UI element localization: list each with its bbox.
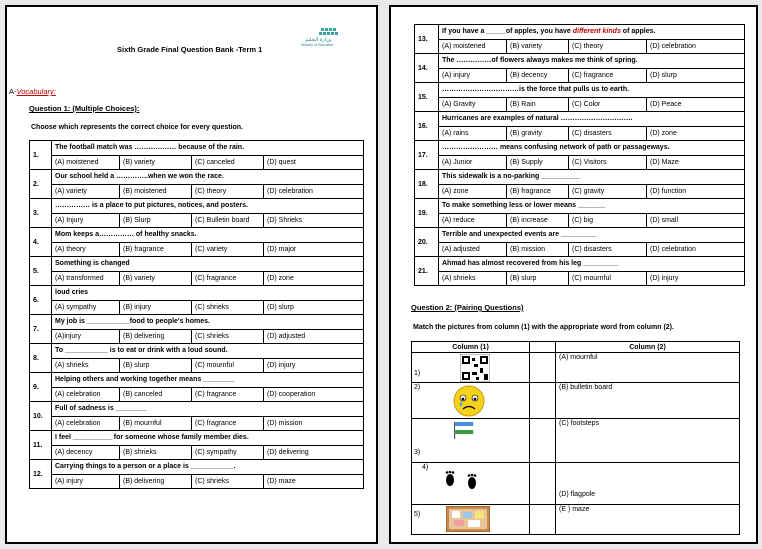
answer-option[interactable]: (C) theory [192,184,264,199]
answer-option[interactable]: (B) variety [120,271,192,286]
logo-text: وزارة التعليم [305,37,331,43]
question-row [30,431,364,446]
question-text: My job is ___________food to people's homes. [52,315,364,330]
match-row-num: 4) [422,464,429,471]
answer-option[interactable]: (D) Shrieks [264,213,364,228]
question-number: 11. [30,431,52,460]
answer-option[interactable]: (C) Color [569,97,647,112]
answer-option[interactable]: (B) fragrance [120,242,192,257]
sad-face-icon [452,385,486,417]
question-text: Full of sadness is ________ [52,402,364,417]
match-row-4-picture-cell [412,463,530,505]
answer-option[interactable]: (B) slurp [120,358,192,373]
question-row [415,170,745,185]
question-number: 2. [30,170,52,199]
answer-option[interactable]: (C) sympathy [192,445,264,460]
options-row [415,39,745,54]
answer-option[interactable]: (B) Rain [507,97,569,112]
question-row [415,54,745,69]
question-row [415,83,745,98]
question-row [30,170,364,185]
answer-option[interactable]: (B) fragrance [507,184,569,199]
answer-option[interactable]: (C) shrieks [192,474,264,489]
match-row-num: 1) [414,370,421,377]
match-row-4-word-cell [556,463,740,505]
answer-option[interactable]: (C) disasters [569,126,647,141]
match-row-2-word: (B) bulletin board [556,383,740,419]
question-text: Something is changed [52,257,364,272]
options-row [30,387,364,402]
answer-option[interactable]: (D) delivering [264,445,364,460]
question-text: To make something less or lower means _______ [439,199,745,214]
question-text: …………… is a place to put pictures, notices, and posters. [52,199,364,214]
answer-option[interactable]: (D) Peace [647,97,745,112]
question-row [30,402,364,417]
options-row [30,155,364,170]
question-number: 5. [30,257,52,286]
question-text-emphasis: different kinds [572,28,621,36]
question-text: The ……………of flowers always makes me think of spring. [439,54,745,69]
answer-option[interactable]: (A) Junior [439,155,507,170]
options-row [415,242,745,257]
question-number: 21. [415,257,439,286]
answer-option[interactable]: (D) zone [647,126,745,141]
question-number: 9. [30,373,52,402]
answer-option[interactable]: (A) injury [439,68,507,83]
answer-option[interactable]: (B) gravity [507,126,569,141]
answer-option[interactable]: (B) delivering [120,329,192,344]
answer-option[interactable]: (D) major [264,242,364,257]
question-text: Our school held a …………..when we won the race. [52,170,364,185]
question-text: Helping others and working together means ________ [52,373,364,388]
answer-option[interactable]: (C) fragrance [569,68,647,83]
match-row-num: 5) [414,511,421,518]
question-text: To ___________ is to eat or drink with a loud sound. [52,344,364,359]
answer-option[interactable]: (A) zone [439,184,507,199]
answer-option[interactable]: (D) small [647,213,745,228]
answer-option[interactable]: (C) Visitors [569,155,647,170]
answer-option[interactable]: (C) disasters [569,242,647,257]
question-text: …………………… means confusing network of path or passageways. [439,141,745,156]
match-row-1-picture-cell [412,353,530,383]
question-text: This sidewalk is a no-parking __________ [439,170,745,185]
question-row [30,199,364,214]
question1-table [29,140,364,489]
page-title: Sixth Grade Final Question Bank -Term 1 [117,45,263,54]
answer-option[interactable]: (C) shrieks [192,300,264,315]
question-text: Hurricanes are examples of natural …………………………. [439,112,745,127]
section-prefix: A- [9,87,17,96]
question-number: 6. [30,286,52,315]
question-text: ……………………………is the force that pulls us to earth. [439,83,745,98]
answer-option[interactable]: (B) decency [507,68,569,83]
question1-continued-table [414,24,745,286]
question-number: 1. [30,141,52,170]
answer-option[interactable]: (D) slurp [264,300,364,315]
answer-option[interactable]: (A) Gravity [439,97,507,112]
question-text: I feel __________ for someone whose family member dies. [52,431,364,446]
question-row [415,257,745,272]
column2-header: Column (2) [556,342,740,353]
qr-maze-icon [460,354,490,382]
answer-option[interactable]: (D) maze [264,474,364,489]
options-row [30,242,364,257]
question-row [415,228,745,243]
answer-option[interactable]: (D) injury [264,358,364,373]
match-row-num: 2) [414,384,421,391]
options-row [30,184,364,199]
answer-option[interactable]: (C) gravity [569,184,647,199]
answer-option[interactable]: (C) mournful [192,358,264,373]
answer-option[interactable]: (A) variety [52,184,120,199]
question-row [30,344,364,359]
options-row [30,416,364,431]
question-number: 16. [415,112,439,141]
match-row-3-word: (C) footsteps [556,419,740,463]
question-row [30,373,364,388]
logo-subtext: Ministry of Education [301,43,334,47]
options-row [415,184,745,199]
answer-option[interactable]: (B) Slurp [120,213,192,228]
answer-option[interactable]: (C) big [569,213,647,228]
flagpole-icon [452,421,478,439]
match-row-5-word: (E ) maze [556,505,740,535]
answer-option[interactable]: (A) shrieks [52,358,120,373]
answer-option[interactable]: (A) adjusted [439,242,507,257]
options-row [415,97,745,112]
options-row [415,155,745,170]
match-row-1-word: (A) mournful [556,353,740,383]
question-number: 19. [415,199,439,228]
answer-option[interactable]: (C) fragrance [192,271,264,286]
answer-option[interactable]: (C) fragrance [192,416,264,431]
answer-option[interactable]: (B) mournful [120,416,192,431]
answer-option[interactable]: (B) moistened [120,184,192,199]
question-number: 20. [415,228,439,257]
question-text: Carrying things to a person or a place is ___________. [52,460,364,475]
question-number: 3. [30,199,52,228]
section-label: Vocabulary: [16,87,56,96]
question1-title: Question 1: (Multiple Choices): [29,104,140,113]
answer-option[interactable]: (B) Supply [507,155,569,170]
ministry-logo [295,27,357,52]
question-text: Terrible and unexpected events are _________ [439,228,745,243]
answer-option[interactable]: (A) Injury [52,213,120,228]
answer-option[interactable]: (A) reduce [439,213,507,228]
answer-option[interactable]: (B) variety [507,39,569,54]
answer-option[interactable]: (D) mission [264,416,364,431]
answer-option[interactable]: (D) cooperation [264,387,364,402]
question-row [30,141,364,156]
answer-option[interactable]: (D) celebration [647,242,745,257]
footsteps-icon [442,471,484,491]
answer-option[interactable]: (D) injury [647,271,745,286]
answer-option[interactable]: (B) injury [120,300,192,315]
question-row [30,315,364,330]
match-row-4-word: (D) flagpole [559,491,596,498]
options-row [30,271,364,286]
matching-table [411,341,740,535]
question-text: Ahmad has almost recovered from his leg _________ [439,257,745,272]
spacer-cell [530,419,556,463]
question-row [415,199,745,214]
answer-option[interactable]: (A) theory [52,242,120,257]
options-row [30,213,364,228]
answer-option[interactable]: (D) adjusted [264,329,364,344]
answer-option[interactable]: (A) celebration [52,387,120,402]
answer-option[interactable]: (B) slurp [507,271,569,286]
options-row [30,329,364,344]
question-text [439,25,745,40]
question2-instruction: Match the pictures from column (1) with the appropriate word from column (2). [413,324,674,331]
question-number: 4. [30,228,52,257]
answer-option[interactable]: (D) function [647,184,745,199]
question-row [30,257,364,272]
section-a [9,87,56,96]
answer-option[interactable]: (D) Maze [647,155,745,170]
question-row [415,141,745,156]
spacer-cell [530,505,556,535]
question-number: 14. [415,54,439,83]
question-number: 8. [30,344,52,373]
answer-option[interactable]: (A) shrieks [439,271,507,286]
answer-option[interactable]: (B) mission [507,242,569,257]
options-row [415,68,745,83]
question-text: Mom keeps a…………… of healthy snacks. [52,228,364,243]
answer-option[interactable]: (C) theory [569,39,647,54]
answer-option[interactable]: (A)injury [52,329,120,344]
answer-option[interactable]: (C) Bulletin board [192,213,264,228]
answer-option[interactable]: (B) canceled [120,387,192,402]
answer-option[interactable]: (C) shrieks [192,329,264,344]
question1-instruction: Choose which represents the correct choice for every question. [31,124,244,131]
answer-option[interactable]: (A) sympathy [52,300,120,315]
question-text: loud cries [52,286,364,301]
options-row [30,474,364,489]
question-row [415,112,745,127]
options-row [30,300,364,315]
question-row [30,286,364,301]
spacer-header [530,342,556,353]
answer-option[interactable]: (A) moistened [439,39,507,54]
left-page [5,5,378,544]
question-number: 18. [415,170,439,199]
spacer-cell [530,463,556,505]
answer-option[interactable]: (C) canceled [192,155,264,170]
answer-option[interactable]: (B) shrieks [120,445,192,460]
answer-option[interactable]: (A) injury [52,474,120,489]
answer-option[interactable]: (A) rains [439,126,507,141]
answer-option[interactable]: (C) mournful [569,271,647,286]
question-row [30,460,364,475]
spacer-cell [530,383,556,419]
question-text-start: If you have a _____of apples, you have [442,28,573,36]
answer-option[interactable]: (D) zone [264,271,364,286]
match-row-5-picture-cell [412,505,530,535]
match-row-2-picture-cell [412,383,530,419]
answer-option[interactable]: (C) fragrance [192,387,264,402]
answer-option[interactable]: (C) variety [192,242,264,257]
question-row [30,228,364,243]
match-row-3-picture-cell [412,419,530,463]
match-row-num: 3) [414,449,421,456]
question-text: The football match was ……………… because of the rain. [52,141,364,156]
question-row [415,25,745,40]
options-row [30,358,364,373]
question-number: 15. [415,83,439,112]
answer-option[interactable]: (A) moistened [52,155,120,170]
question2-title: Question 2: (Pairing Questions) [411,303,524,312]
question-number: 12. [30,460,52,489]
question-number: 17. [415,141,439,170]
column1-header: Column (1) [412,342,530,353]
options-row [415,213,745,228]
answer-option[interactable]: (D) slurp [647,68,745,83]
answer-option[interactable]: (A) decency [52,445,120,460]
options-row [415,126,745,141]
right-page [389,5,758,544]
answer-option[interactable]: (A) celebration [52,416,120,431]
answer-option[interactable]: (B) delivering [120,474,192,489]
question-number: 7. [30,315,52,344]
question-text-end: of apples. [620,28,656,36]
answer-option[interactable]: (D) celebration [647,39,745,54]
answer-option[interactable]: (D) celebration [264,184,364,199]
options-row [30,445,364,460]
question-number: 13. [415,25,439,54]
answer-option[interactable]: (B) variety [120,155,192,170]
answer-option[interactable]: (A) transformed [52,271,120,286]
options-row [415,271,745,286]
answer-option[interactable]: (B) increase [507,213,569,228]
spacer-cell [530,353,556,383]
question-number: 10. [30,402,52,431]
answer-option[interactable]: (D) quest [264,155,364,170]
bulletin-board-icon [446,506,490,532]
